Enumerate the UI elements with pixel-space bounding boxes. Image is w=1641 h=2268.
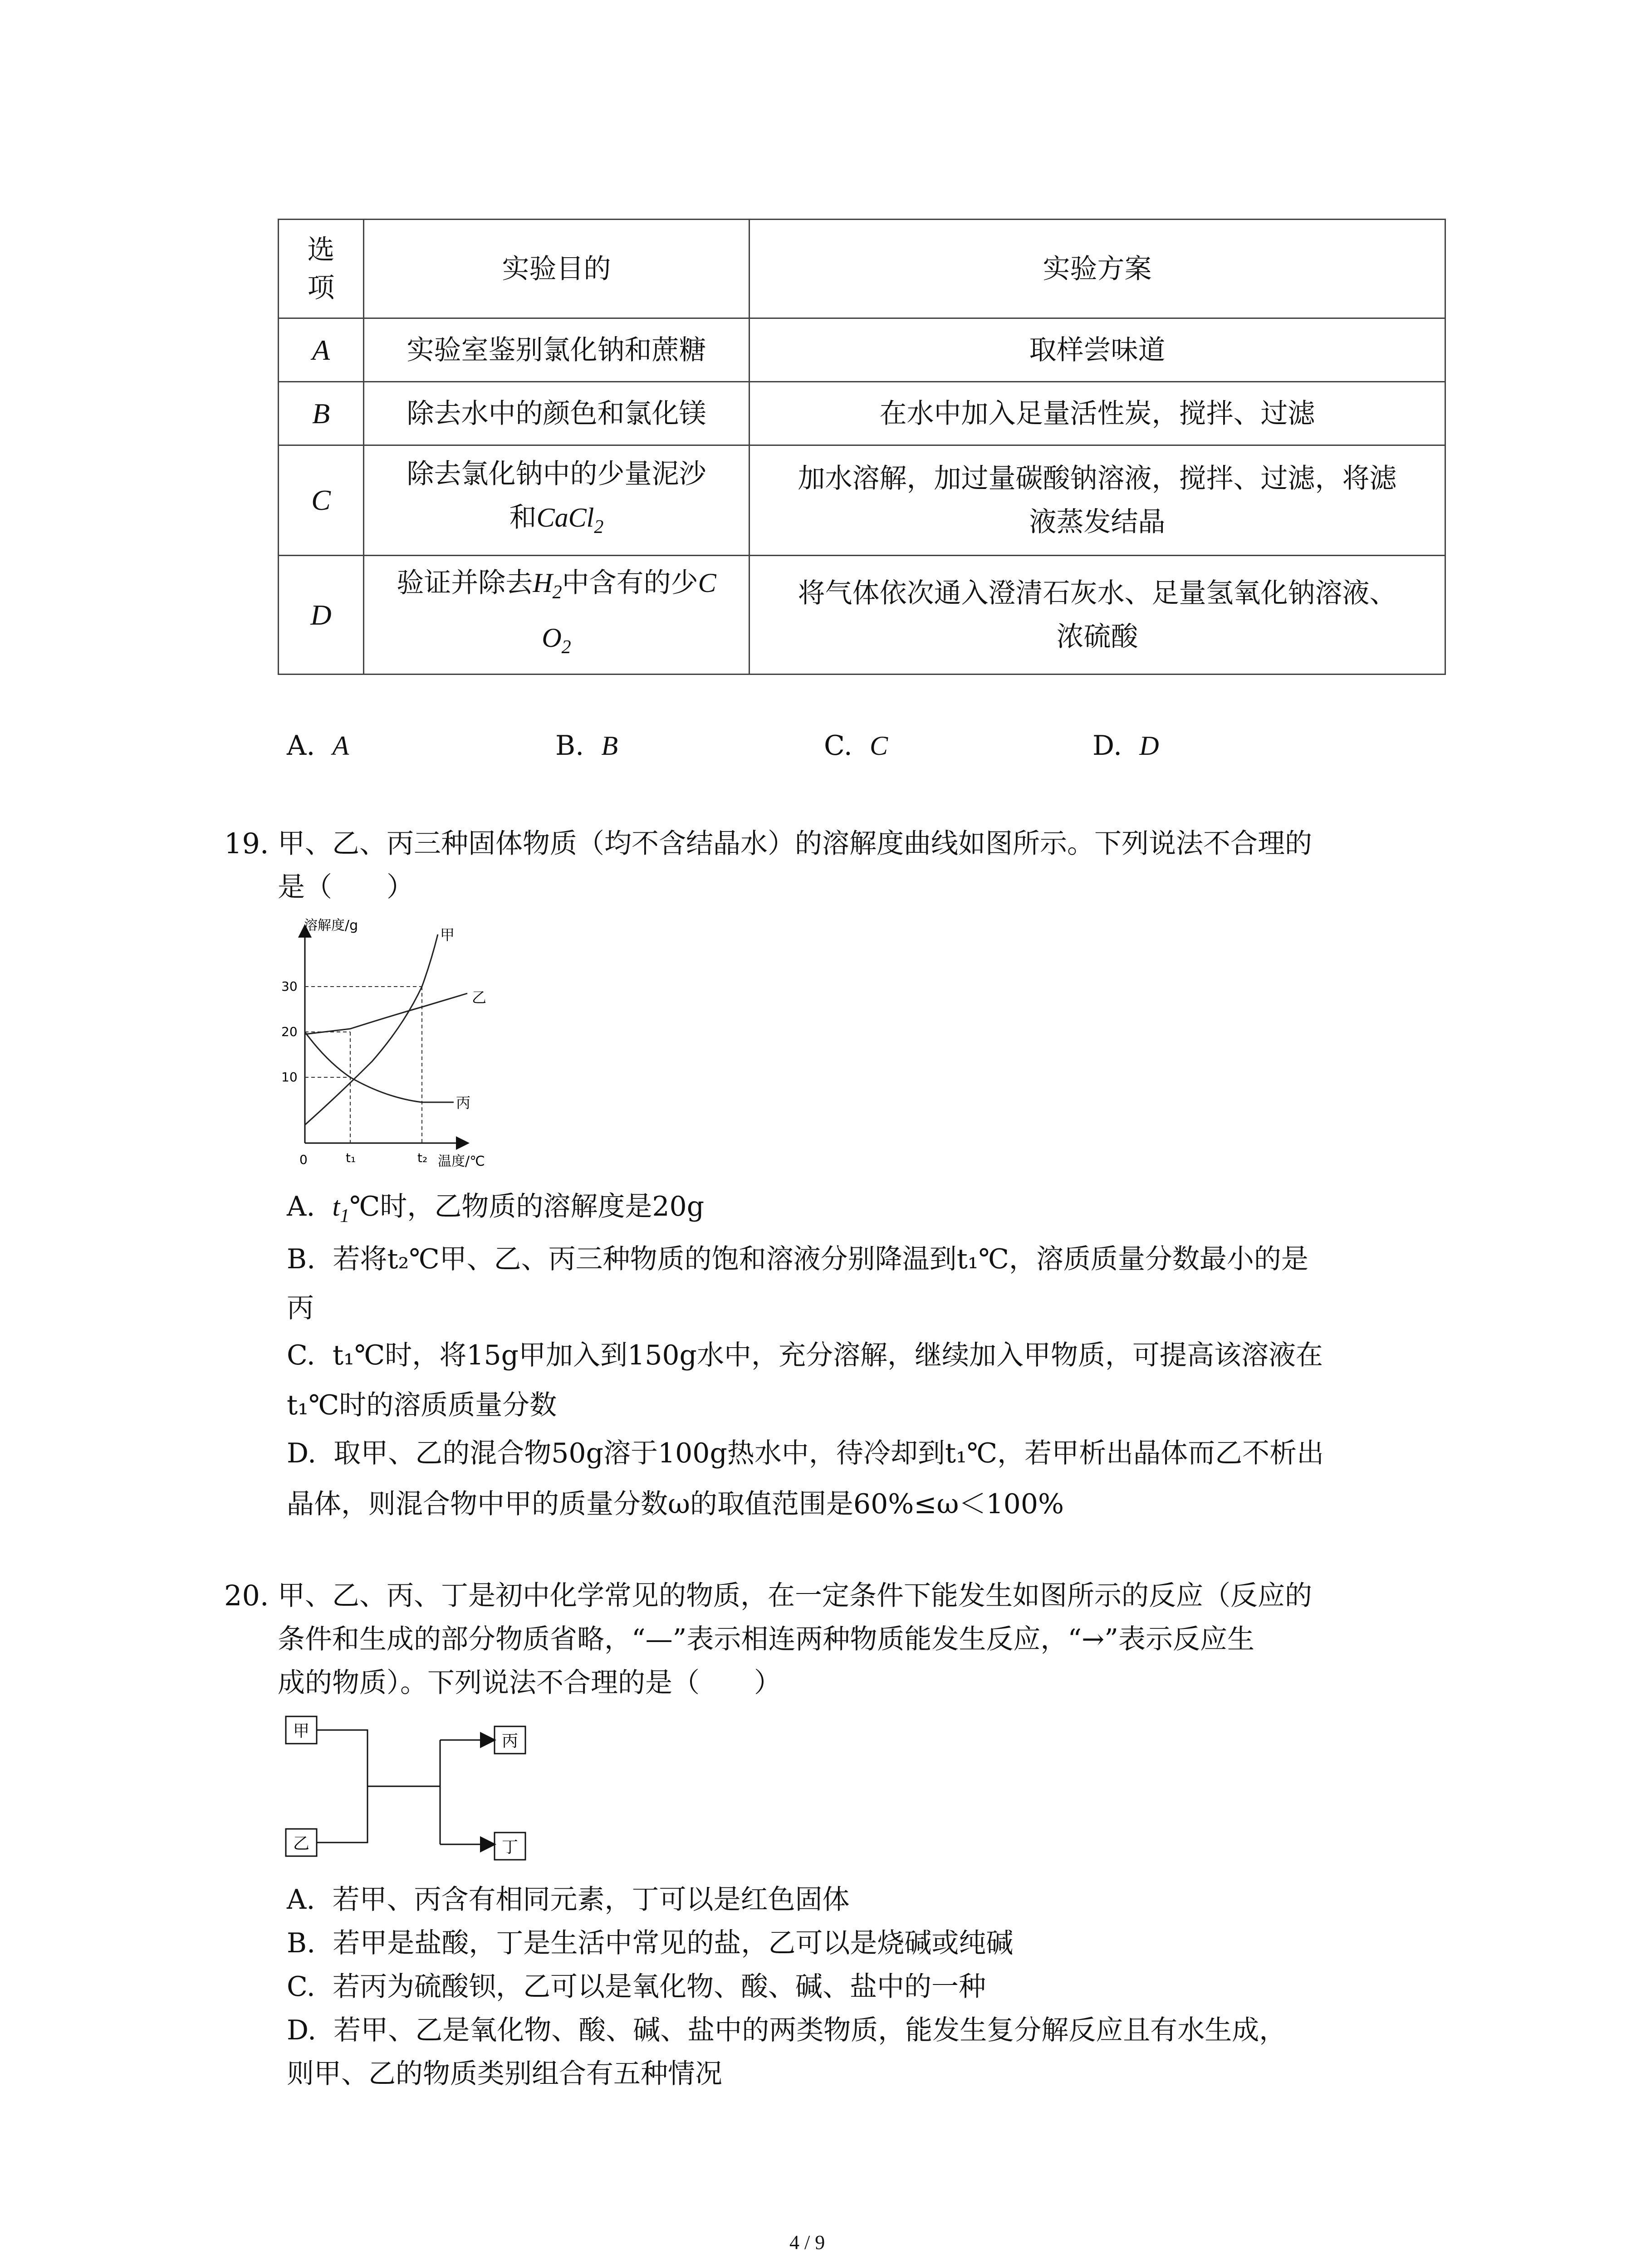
q19-option-c[interactable]: C. t₁℃时，将15g甲加入到150g水中，充分溶解，继续加入甲物质，可提高该溶液在 [287, 1339, 1323, 1371]
row-option: A [279, 318, 364, 382]
q19-stem-line2: 是（ ） [278, 871, 414, 903]
series-label-bing: 丙 [456, 1094, 471, 1111]
q18-option-d[interactable]: D. D [1092, 730, 1159, 762]
row-purpose: 实验室鉴别氯化钠和蔗糖 [364, 318, 749, 382]
q20-number: 20. [224, 1579, 269, 1612]
q20-option-d-cont: 则甲、乙的物质类别组合有五种情况 [287, 2058, 722, 2090]
x-tick-label: 0 [299, 1152, 308, 1167]
q19-option-b[interactable]: B. 若将t₂℃甲、乙、丙三种物质的饱和溶液分别降温到t₁℃，溶质质量分数最小的是 [287, 1243, 1308, 1275]
y-tick-label: 10 [281, 1070, 298, 1085]
q20-option-c[interactable]: C. 若丙为硫酸钡，乙可以是氧化物、酸、碱、盐中的一种 [287, 1971, 986, 2003]
solubility-chart [272, 912, 526, 1175]
y-tick-label: 20 [281, 1024, 298, 1039]
table-row [279, 445, 1445, 556]
q19-option-d[interactable]: D. 取甲、乙的混合物50g溶于100g热水中，待冷却到t₁℃，若甲析出晶体而乙不析出 [287, 1437, 1324, 1469]
experiment-table [278, 219, 1446, 675]
q20-option-d[interactable]: D. 若甲、乙是氧化物、酸、碱、盐中的两类物质，能发生复分解反应且有水生成， [287, 2014, 1287, 2046]
series-line-yi [305, 993, 467, 1034]
q20-option-b[interactable]: B. 若甲是盐酸，丁是生活中常见的盐，乙可以是烧碱或纯碱 [287, 1927, 1014, 1959]
header-plan: 实验方案 [749, 220, 1445, 318]
label-yi: 乙 [293, 1834, 310, 1853]
row-plan: 取样尝味道 [749, 318, 1445, 382]
row-plan: 将气体依次通入澄清石灰水、足量氢氧化钠溶液、 浓硫酸 [749, 556, 1445, 675]
q18-option-b[interactable]: B. B [555, 730, 618, 762]
series-line-bing [305, 1032, 454, 1102]
reaction-diagram [277, 1710, 558, 1873]
q19-number: 19. [224, 827, 269, 860]
q20-stem-line2: 条件和生成的部分物质省略，“—”表示相连两种物质能发生反应，“→”表示反应生 [278, 1623, 1254, 1655]
row-plan: 在水中加入足量活性炭，搅拌、过滤 [749, 382, 1445, 445]
q19-option-c-cont: t₁℃时的溶质质量分数 [287, 1389, 557, 1421]
series-line-jia [305, 934, 438, 1125]
page-number: 4 / 9 [789, 2231, 825, 2253]
x-tick-label: t₂ [417, 1150, 428, 1165]
y-axis-label: 溶解度/g [304, 918, 358, 934]
x-tick-label: t₁ [346, 1150, 356, 1165]
q19-option-a[interactable]: A. $t_1℃$时，乙物质的溶解度是20g [287, 1191, 705, 1227]
table-row [279, 318, 1445, 382]
header-purpose: 实验目的 [364, 220, 749, 318]
x-axis-label: 温度/℃ [438, 1154, 485, 1169]
table-header-row [279, 220, 1445, 318]
q19-option-d-cont: 晶体，则混合物中甲的质量分数ω的取值范围是60%≤ω＜100% [287, 1488, 1064, 1520]
label-bing: 丙 [502, 1732, 519, 1750]
label-ding: 丁 [502, 1838, 519, 1857]
q18-option-c[interactable]: C. C [824, 730, 888, 762]
q20-option-a[interactable]: A. 若甲、丙含有相同元素，丁可以是红色固体 [287, 1884, 850, 1916]
q20-stem-line3: 成的物质）。下列说法不合理的是（ ） [278, 1667, 781, 1699]
reaction-line [317, 1730, 367, 1843]
row-purpose: 除去水中的颜色和氯化镁 [364, 382, 749, 445]
series-label-jia: 甲 [440, 926, 455, 943]
row-option: C [279, 445, 364, 556]
header-option: 选 项 [279, 220, 364, 318]
q18-option-a[interactable]: A. A [287, 730, 349, 762]
row-plan: 加水溶解，加过量碳酸钠溶液，搅拌、过滤，将滤 液蒸发结晶 [749, 445, 1445, 556]
q20-stem-line1: 甲、乙、丙、丁是初中化学常见的物质，在一定条件下能发生如图所示的反应（反应的 [278, 1580, 1312, 1612]
row-purpose: 除去氯化钠中的少量泥沙 和CaCl$_2$ [364, 445, 749, 556]
t1-symbol: $t_1$ [332, 1192, 350, 1227]
row-option: D [279, 556, 364, 675]
label-jia: 甲 [293, 1722, 310, 1740]
row-option: B [279, 382, 364, 445]
table-row [279, 556, 1445, 675]
y-tick-label: 30 [281, 979, 298, 994]
q19-option-b-cont: 丙 [287, 1292, 314, 1324]
q19-stem-line1: 甲、乙、丙三种固体物质（均不含结晶水）的溶解度曲线如图所示。下列说法不合理的 [278, 828, 1312, 860]
series-label-yi: 乙 [472, 989, 487, 1006]
table-row [279, 382, 1445, 445]
row-purpose: 验证并除去$H_2$中含有的少C $O_2$ [364, 556, 749, 675]
